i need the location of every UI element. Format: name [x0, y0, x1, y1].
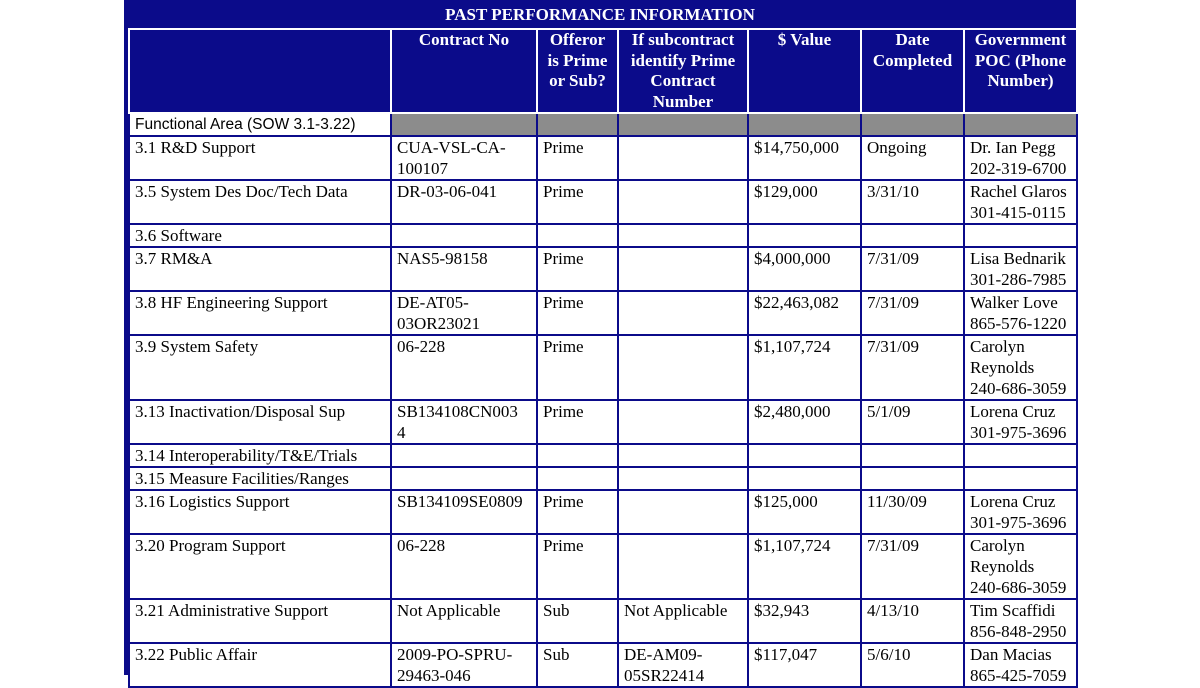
table-row	[129, 180, 1077, 224]
cell-offeror-role: Prime	[537, 400, 618, 444]
cell-dollar-value: $117,047	[748, 643, 861, 687]
cell-government-poc	[964, 291, 1077, 335]
table-row	[129, 335, 1077, 400]
cell-prime-contract-line: Not Applicable	[624, 601, 728, 620]
table-row	[129, 400, 1077, 444]
cell-contract-no-line: 03OR23021	[397, 314, 481, 333]
cell-dollar-value: $1,107,724	[748, 534, 861, 599]
cell-government-poc-line: 865-576-1220	[970, 314, 1067, 333]
cell-prime-contract-line: DE-AM09-	[624, 645, 703, 664]
cell-contract-no-line: 4	[397, 423, 406, 442]
cell-government-poc	[964, 400, 1077, 444]
cell-dollar-value: $125,000	[748, 490, 861, 534]
header-offeror-line: is Prime	[547, 50, 608, 70]
cell-date-completed: 11/30/09	[861, 490, 964, 534]
cell-functional-area: 3.6 Software	[129, 224, 391, 247]
cell-dollar-value: $22,463,082	[748, 291, 861, 335]
cell-contract-no	[391, 467, 537, 490]
cell-dollar-value	[748, 444, 861, 467]
cell-government-poc	[964, 534, 1077, 599]
cell-government-poc-line: Lisa Bednarik	[970, 249, 1066, 268]
cell-date-completed: 7/31/09	[861, 335, 964, 400]
cell-offeror-role: Sub	[537, 599, 618, 643]
shaded-cell	[748, 113, 861, 136]
cell-date-completed: 7/31/09	[861, 534, 964, 599]
cell-prime-contract	[618, 444, 748, 467]
cell-government-poc-line: Carolyn	[970, 337, 1025, 356]
cell-offeror-role: Prime	[537, 291, 618, 335]
cell-offeror-role: Prime	[537, 534, 618, 599]
cell-prime-contract	[618, 136, 748, 180]
cell-contract-no-line: 06-228	[397, 536, 446, 555]
cell-functional-area: 3.15 Measure Facilities/Ranges	[129, 467, 391, 490]
table-row	[129, 534, 1077, 599]
cell-contract-no	[391, 136, 537, 180]
cell-contract-no-line: 2009-PO-SPRU-	[397, 645, 513, 664]
past-performance-table	[128, 28, 1078, 688]
cell-prime-contract	[618, 534, 748, 599]
header-poc-line: Number)	[987, 71, 1054, 90]
header-offeror	[537, 29, 618, 113]
cell-government-poc-line: Reynolds	[970, 358, 1035, 377]
cell-contract-no	[391, 180, 537, 224]
cell-date-completed: 7/31/09	[861, 247, 964, 291]
cell-government-poc-line: Tim Scaffidi	[970, 601, 1056, 620]
table-row	[129, 444, 1077, 467]
cell-offeror-role	[537, 224, 618, 247]
cell-government-poc-line: Lorena Cruz	[970, 402, 1056, 421]
header-value: $ Value	[748, 29, 861, 113]
cell-offeror-role: Prime	[537, 247, 618, 291]
cell-prime-contract	[618, 335, 748, 400]
cell-offeror-role: Sub	[537, 643, 618, 687]
header-subcontract	[618, 29, 748, 113]
cell-contract-no-line: DE-AT05-	[397, 293, 469, 312]
past-performance-sheet	[124, 0, 1076, 685]
header-poc	[964, 29, 1077, 113]
table-title: PAST PERFORMANCE INFORMATION	[445, 5, 755, 24]
cell-prime-contract	[618, 291, 748, 335]
cell-government-poc-line: Carolyn	[970, 536, 1025, 555]
cell-prime-contract	[618, 247, 748, 291]
cell-contract-no	[391, 400, 537, 444]
cell-government-poc-line: Reynolds	[970, 557, 1035, 576]
cell-functional-area: 3.5 System Des Doc/Tech Data	[129, 180, 391, 224]
shaded-cell	[861, 113, 964, 136]
cell-date-completed: 5/1/09	[861, 400, 964, 444]
cell-government-poc	[964, 247, 1077, 291]
cell-government-poc-line: 301-415-0115	[970, 203, 1066, 222]
cell-contract-no-line: CUA-VSL-CA-	[397, 138, 506, 157]
header-subcontract-line: Contract	[650, 71, 716, 90]
header-date	[861, 29, 964, 113]
cell-government-poc	[964, 599, 1077, 643]
cell-date-completed: 3/31/10	[861, 180, 964, 224]
cell-government-poc-line: 240-686-3059	[970, 578, 1067, 597]
cell-functional-area: 3.14 Interoperability/T&E/Trials	[129, 444, 391, 467]
cell-government-poc-line: 865-425-7059	[970, 666, 1067, 685]
cell-government-poc-line: 301-975-3696	[970, 423, 1067, 442]
cell-offeror-role: Prime	[537, 490, 618, 534]
cell-dollar-value: $1,107,724	[748, 335, 861, 400]
table-row	[129, 490, 1077, 534]
cell-dollar-value: $129,000	[748, 180, 861, 224]
cell-date-completed: 7/31/09	[861, 291, 964, 335]
cell-contract-no-line: 100107	[397, 159, 448, 178]
cell-functional-area: 3.20 Program Support	[129, 534, 391, 599]
cell-prime-contract	[618, 490, 748, 534]
functional-area-row	[129, 113, 1077, 136]
cell-dollar-value: $14,750,000	[748, 136, 861, 180]
cell-functional-area: 3.16 Logistics Support	[129, 490, 391, 534]
cell-contract-no-line: SB134108CN003	[397, 402, 518, 421]
cell-contract-no	[391, 643, 537, 687]
cell-dollar-value: $2,480,000	[748, 400, 861, 444]
cell-government-poc-line: 856-848-2950	[970, 622, 1067, 641]
cell-government-poc	[964, 490, 1077, 534]
cell-government-poc-line: 301-975-3696	[970, 513, 1067, 532]
table-row	[129, 467, 1077, 490]
cell-government-poc	[964, 224, 1077, 247]
cell-date-completed	[861, 224, 964, 247]
cell-contract-no	[391, 291, 537, 335]
cell-contract-no	[391, 335, 537, 400]
cell-functional-area: 3.21 Administrative Support	[129, 599, 391, 643]
cell-government-poc	[964, 643, 1077, 687]
header-area	[129, 29, 391, 113]
cell-functional-area: 3.7 RM&A	[129, 247, 391, 291]
shaded-cell	[537, 113, 618, 136]
header-subcontract-line: Number	[652, 91, 714, 111]
cell-dollar-value	[748, 224, 861, 247]
table-row	[129, 291, 1077, 335]
cell-prime-contract	[618, 599, 748, 643]
cell-contract-no	[391, 224, 537, 247]
header-subcontract-line: identify Prime	[630, 50, 736, 70]
cell-date-completed: 5/6/10	[861, 643, 964, 687]
table-row	[129, 643, 1077, 687]
cell-offeror-role: Prime	[537, 335, 618, 400]
cell-government-poc-line: Dan Macias	[970, 645, 1052, 664]
cell-dollar-value: $32,943	[748, 599, 861, 643]
cell-government-poc-line: 202-319-6700	[970, 159, 1067, 178]
cell-prime-contract	[618, 400, 748, 444]
header-date-line: Completed	[872, 50, 953, 70]
header-contract-no: Contract No	[391, 29, 537, 113]
shaded-cell	[618, 113, 748, 136]
cell-contract-no-line: 29463-046	[397, 666, 471, 685]
cell-government-poc	[964, 335, 1077, 400]
cell-government-poc-line: 301-286-7985	[970, 270, 1067, 289]
header-offeror-line: or Sub?	[549, 71, 606, 90]
cell-dollar-value	[748, 467, 861, 490]
cell-date-completed: 4/13/10	[861, 599, 964, 643]
shaded-cell	[964, 113, 1077, 136]
cell-government-poc	[964, 136, 1077, 180]
cell-contract-no-line: DR-03-06-041	[397, 182, 498, 201]
cell-prime-contract	[618, 643, 748, 687]
cell-government-poc-line: Walker Love	[970, 293, 1058, 312]
cell-functional-area: 3.13 Inactivation/Disposal Sup	[129, 400, 391, 444]
cell-functional-area: 3.1 R&D Support	[129, 136, 391, 180]
cell-government-poc	[964, 444, 1077, 467]
cell-prime-contract	[618, 224, 748, 247]
cell-contract-no	[391, 534, 537, 599]
cell-government-poc	[964, 467, 1077, 490]
cell-offeror-role: Prime	[537, 136, 618, 180]
cell-date-completed	[861, 467, 964, 490]
table-row	[129, 599, 1077, 643]
functional-area-label: Functional Area (SOW 3.1-3.22)	[129, 113, 391, 136]
header-poc-line: POC (Phone	[974, 50, 1067, 70]
cell-contract-no	[391, 599, 537, 643]
table-row	[129, 247, 1077, 291]
cell-government-poc	[964, 180, 1077, 224]
table-row	[129, 136, 1077, 180]
cell-offeror-role	[537, 444, 618, 467]
cell-offeror-role	[537, 467, 618, 490]
cell-government-poc-line: 240-686-3059	[970, 379, 1067, 398]
header-date-line: Date	[895, 30, 930, 49]
cell-date-completed: Ongoing	[861, 136, 964, 180]
cell-contract-no	[391, 444, 537, 467]
header-poc-line: Government	[974, 30, 1067, 49]
cell-functional-area: 3.22 Public Affair	[129, 643, 391, 687]
cell-contract-no-line: SB134109SE0809	[397, 492, 523, 511]
cell-dollar-value: $4,000,000	[748, 247, 861, 291]
cell-functional-area: 3.8 HF Engineering Support	[129, 291, 391, 335]
cell-government-poc-line: Lorena Cruz	[970, 492, 1056, 511]
cell-contract-no-line: Not Applicable	[397, 601, 501, 620]
header-offeror-line: Offeror	[549, 30, 606, 49]
shaded-cell	[391, 113, 537, 136]
table-row	[129, 224, 1077, 247]
header-row	[129, 29, 1077, 113]
cell-prime-contract	[618, 180, 748, 224]
cell-offeror-role: Prime	[537, 180, 618, 224]
cell-prime-contract	[618, 467, 748, 490]
cell-contract-no	[391, 247, 537, 291]
cell-date-completed	[861, 444, 964, 467]
cell-prime-contract-line: 05SR22414	[624, 666, 705, 685]
cell-contract-no-line: NAS5-98158	[397, 249, 488, 268]
cell-government-poc-line: Dr. Ian Pegg	[970, 138, 1056, 157]
header-subcontract-line: If subcontract	[631, 30, 735, 49]
cell-government-poc-line: Rachel Glaros	[970, 182, 1067, 201]
cell-contract-no	[391, 490, 537, 534]
cell-contract-no-line: 06-228	[397, 337, 446, 356]
cell-functional-area: 3.9 System Safety	[129, 335, 391, 400]
